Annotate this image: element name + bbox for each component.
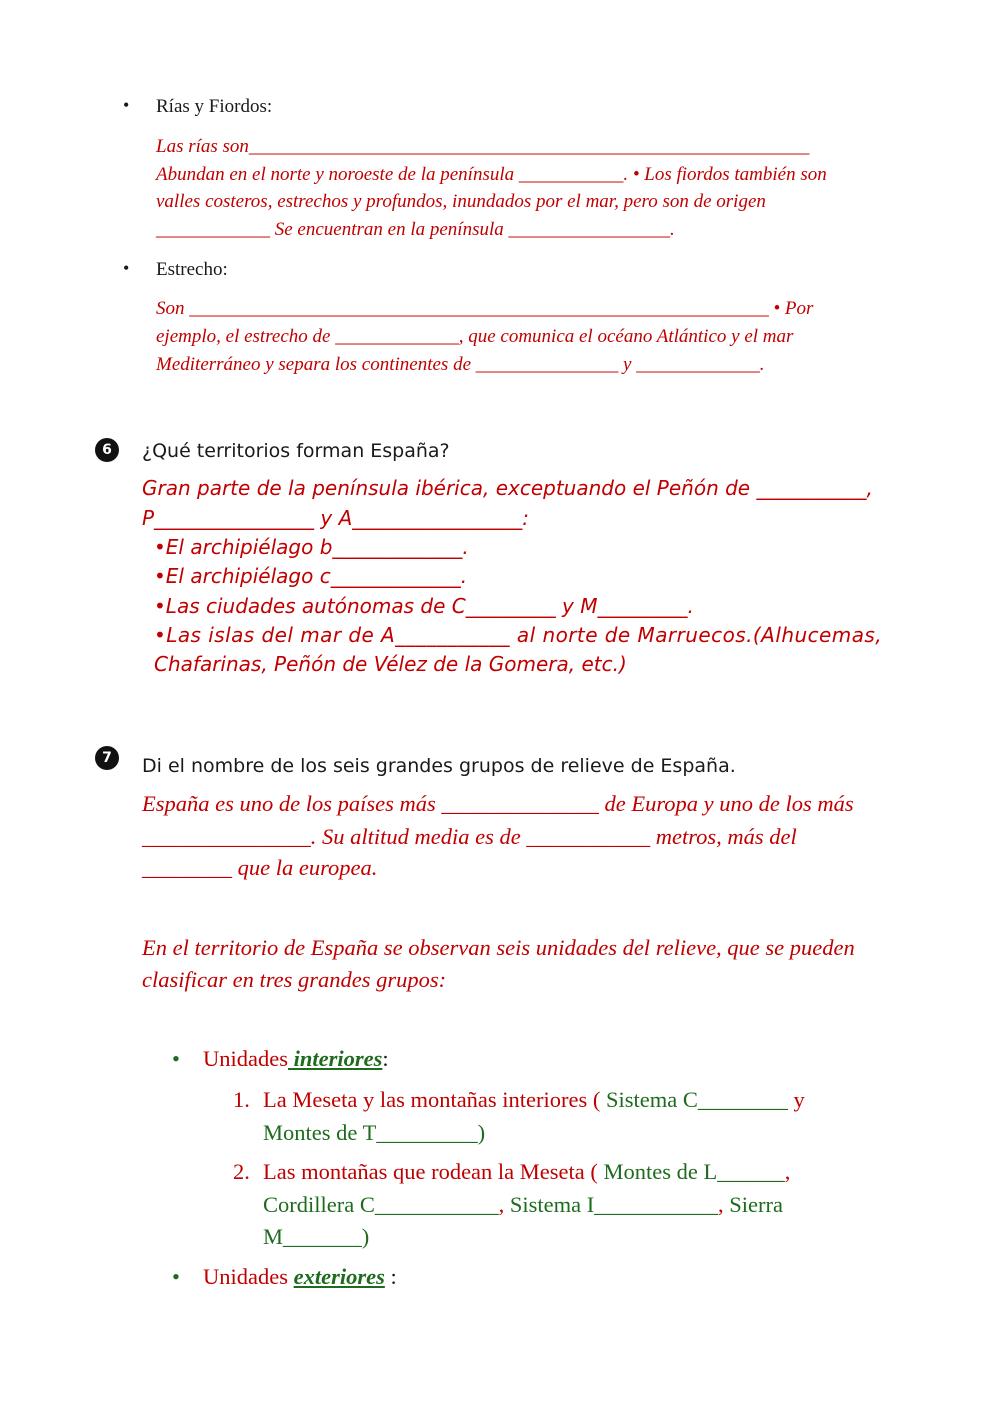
q6-line: Gran parte de la península ibérica, exceptuando el Peñón de ___________, [142,476,873,500]
list-item-line [263,1159,790,1185]
interiores-keyword: interiores [287,1046,383,1071]
list-number: 2. [233,1159,250,1184]
interiores-heading [203,1046,389,1072]
exteriores-heading [203,1264,397,1290]
item1-text-d: Montes de T_________) [263,1120,486,1145]
item2-text-c: , [784,1159,791,1184]
item2-text-h: Sierra [729,1192,783,1217]
q7-paragraph-line: En el territorio de España se observan seis unidades del relieve, que se pueden [142,935,855,960]
q7-paragraph-line: España es uno de los países más ______________ de Europa y uno de los más [142,791,854,816]
q6-line: •El archipiélago c_____________. [154,564,468,588]
q6-line: P________________ y A_________________: [142,506,530,530]
exteriores-keyword: exteriores [293,1264,385,1289]
item2-text-f: Sistema I___________ [509,1192,718,1217]
estrecho-line: Mediterráneo y separa los continentes de _______________ y _____________. [156,354,765,375]
exteriores-prefix: Unidades [203,1264,294,1289]
item1-text-a: La Meseta y las montañas interiores ( [263,1087,607,1112]
rias-line: ____________ Se encuentran en la península _________________. [156,219,675,240]
bullet: • [123,258,130,278]
rias-heading: Rías y Fiordos: [156,96,273,117]
question-number-badge: 7 [95,746,119,770]
item2-text-g: , [717,1192,730,1217]
estrecho-line: ejemplo, el estrecho de _____________, que comunica el océano Atlántico y el mar [156,326,794,347]
q7-paragraph-line: clasificar en tres grandes grupos: [142,967,447,992]
list-number: 1. [233,1087,250,1112]
q6-line: •Las islas del mar de A___________ al norte de Marruecos.(Alhucemas, [154,623,883,647]
rias-line: Abundan en el norte y noroeste de la península ___________. • Los fiordos también son [156,164,827,185]
rias-line: valles costeros, estrechos y profundos, inundados por el mar, pero son de origen [156,191,766,212]
bullet: • [172,1264,180,1289]
item2-text-i: M_______) [263,1224,370,1249]
question-7-title: Di el nombre de los seis grandes grupos de relieve de España. [142,755,736,777]
list-item-line [263,1192,783,1218]
item1-text-b: Sistema C________ [606,1087,788,1112]
estrecho-heading: Estrecho: [156,259,228,280]
interiores-suffix: : [382,1046,389,1071]
q6-line: •El archipiélago b_____________. [154,535,469,559]
q6-line: Chafarinas, Peñón de Vélez de la Gomera, etc.) [154,652,627,676]
estrecho-line: Son _____________________________________________________________ • Por [156,298,814,319]
q7-paragraph-line: _______________. Su altitud media es de ___________ metros, más del [142,824,797,849]
list-item-line [263,1087,805,1113]
question-number-badge: 6 [95,438,119,462]
bullet: • [172,1046,180,1071]
q6-line: •Las ciudades autónomas de C_________ y M_________. [154,594,694,618]
item2-text-d: Cordillera C___________ [263,1192,499,1217]
item2-text-a: Las montañas que rodean la Meseta ( [263,1159,604,1184]
item2-text-e: , [498,1192,510,1217]
rias-line: Las rías son___________________________________________________________ [156,136,810,157]
interiores-prefix: Unidades [203,1046,288,1071]
q7-paragraph-line: ________ que la europea. [142,855,378,880]
item2-text-b: Montes de L______ [603,1159,785,1184]
question-6-title: ¿Qué territorios forman España? [142,440,450,462]
exteriores-suffix: : [384,1264,397,1289]
item1-text-c: y [787,1087,805,1112]
bullet: • [123,95,130,115]
